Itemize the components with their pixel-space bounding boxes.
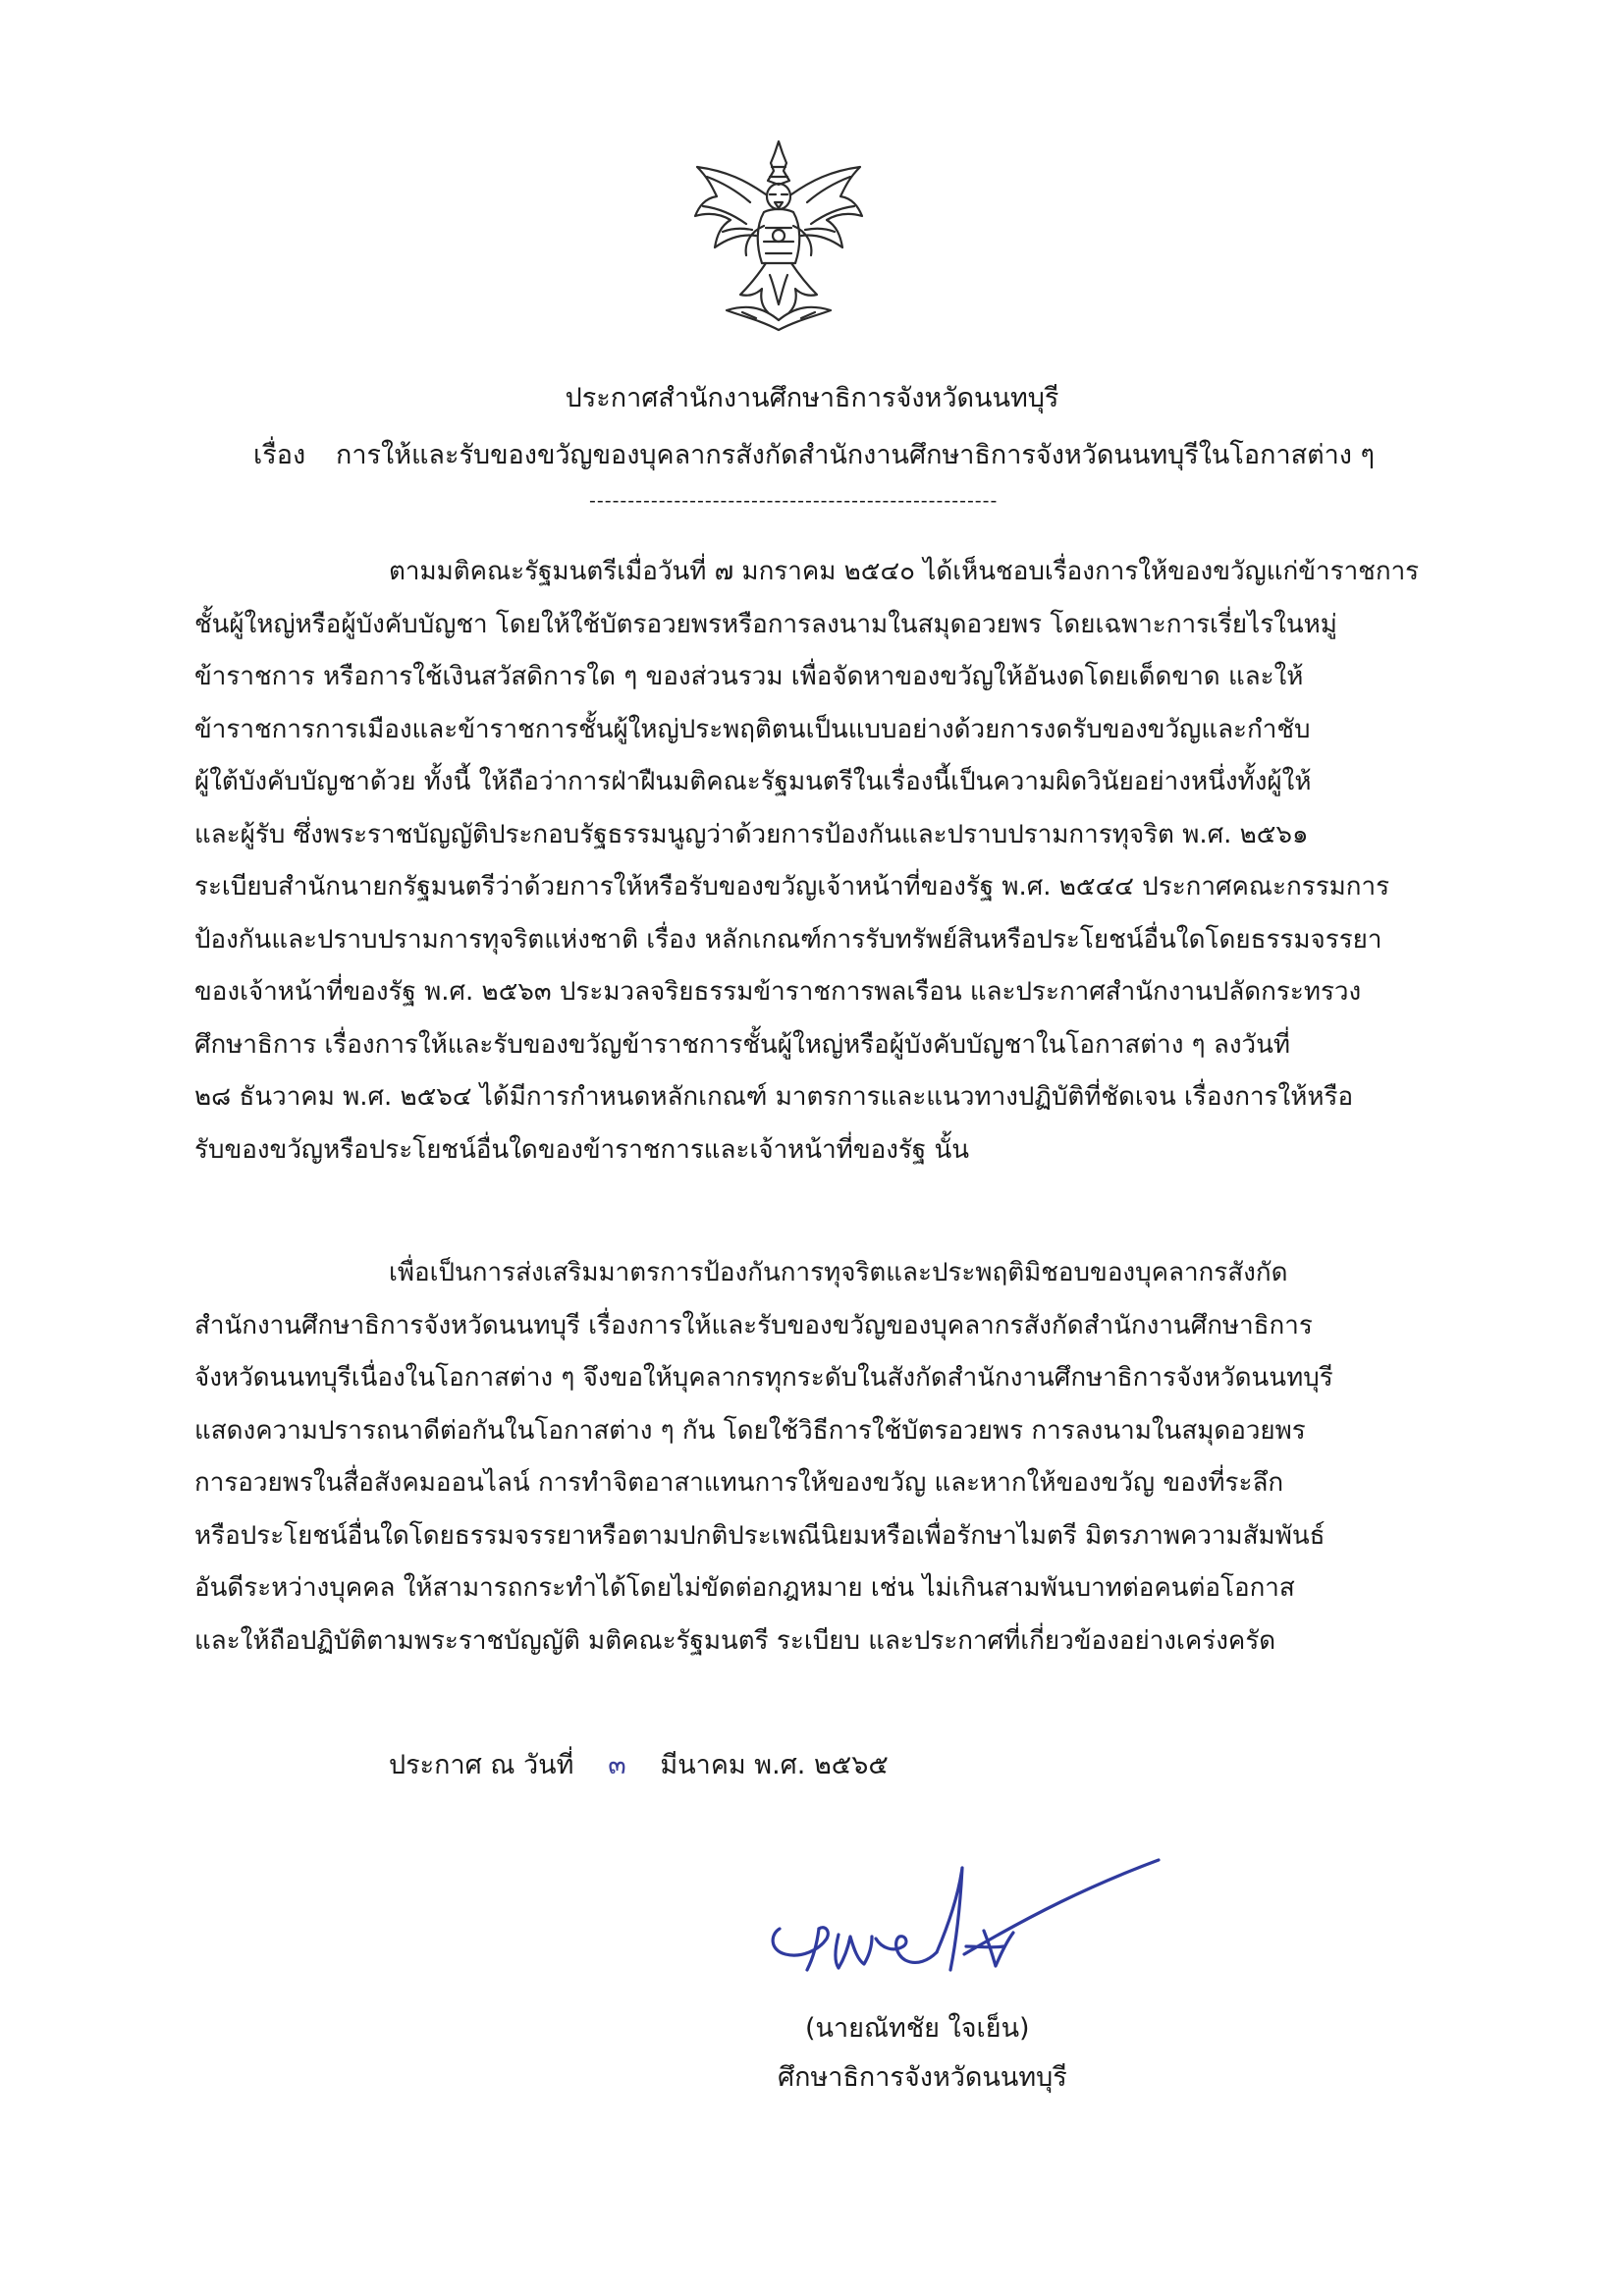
paragraph-line: จังหวัดนนทบุรีเนื่องในโอกาสต่าง ๆ จึงขอให้บุคลากรทุกระดับในสังกัดสำนักงานศึกษาธิการจังหวัดนนทบุรี — [194, 1363, 1333, 1393]
signer-title: ศึกษาธิการจังหวัดนนทบุรี — [778, 2062, 1067, 2093]
date-prefix: ประกาศ ณ วันที่ — [389, 1750, 574, 1780]
paragraph-line: ป้องกันและปราบปรามการทุจริตแห่งชาติ เรื่อง หลักเกณฑ์การรับทรัพย์สินหรือประโยชน์อื่นใดโดยธรรมจรรยา — [194, 924, 1382, 955]
paragraph-line: และผู้รับ ซึ่งพระราชบัญญัติประกอบรัฐธรรมนูญว่าด้วยการป้องกันและปราบปรามการทุจริต พ.ศ. ๒๕๖๑ — [194, 819, 1309, 849]
paragraph-line: ชั้นผู้ใหญ่หรือผู้บังคับบัญชา โดยให้ใช้บัตรอวยพรหรือการลงนามในสมุดอวยพร โดยเฉพาะการเรี่ยไรในหมู่ — [194, 609, 1337, 639]
paragraph-line: เพื่อเป็นการส่งเสริมมาตรการป้องกันการทุจริตและประพฤติมิชอบของบุคลากรสังกัด — [389, 1258, 1288, 1287]
paragraph-line: ข้าราชการการเมืองและข้าราชการชั้นผู้ใหญ่ประพฤติตนเป็นแบบอย่างด้วยการงดรับของขวัญและกำชับ — [194, 714, 1311, 744]
subject-line — [253, 436, 1375, 475]
date-day: ๓ — [608, 1750, 626, 1780]
paragraph-2 — [194, 1247, 1422, 1667]
divider: ----------------------------------------------------- — [589, 490, 999, 512]
signature-image — [756, 1856, 1178, 2003]
paragraph-line: สำนักงานศึกษาธิการจังหวัดนนทบุรี เรื่องการให้และรับของขวัญของบุคลากรสังกัดสำนักงานศึกษาธิการ — [194, 1310, 1313, 1340]
paragraph-line: อันดีระหว่างบุคคล ให้สามารถกระทำได้โดยไม่ขัดต่อกฎหมาย เช่น ไม่เกินสามพันบาทต่อคนต่อโอกาส — [194, 1573, 1295, 1603]
paragraph-line: ข้าราชการ หรือการใช้เงินสวัสดิการใด ๆ ของส่วนรวม เพื่อจัดหาของขวัญให้อันงดโดยเด็ดขาด และให้ — [194, 662, 1304, 691]
garuda-emblem-icon — [687, 137, 870, 334]
paragraph-line: หรือประโยชน์อื่นใดโดยธรรมจรรยาหรือตามปกติประเพณีนิยมหรือเพื่อรักษาไมตรี มิตรภาพความสัมพันธ์ — [194, 1520, 1326, 1551]
subject-text: การให้และรับของขวัญของบุคลากรสังกัดสำนักงานศึกษาธิการจังหวัดนนทบุรีในโอกาสต่าง ๆ — [336, 440, 1376, 470]
paragraph-line: ระเบียบสำนักนายกรัฐมนตรีว่าด้วยการให้หรือรับของขวัญเจ้าหน้าที่ของรัฐ พ.ศ. ๒๕๔๔ ประกาศคณะกรรมการ — [194, 872, 1390, 902]
paragraph-line: และให้ถือปฏิบัติตามพระราชบัญญัติ มติคณะรัฐมนตรี ระเบียบ และประกาศที่เกี่ยวข้องอย่างเคร่งครัด — [194, 1625, 1276, 1656]
paragraph-line: รับของขวัญหรือประโยชน์อื่นใดของข้าราชการและเจ้าหน้าที่ของรัฐ นั้น — [194, 1134, 970, 1165]
paragraph-line: ตามมติคณะรัฐมนตรีเมื่อวันที่ ๗ มกราคม ๒๕๔๐ ได้เห็นชอบเรื่องการให้ของขวัญแก่ข้าราชการ — [389, 557, 1420, 586]
paragraph-line: แสดงความปรารถนาดีต่อกันในโอกาสต่าง ๆ กัน โดยใช้วิธีการใช้บัตรอวยพร การลงนามในสมุดอวยพร — [194, 1415, 1306, 1446]
announcement-date — [389, 1746, 889, 1785]
paragraph-line: ๒๘ ธันวาคม พ.ศ. ๒๕๖๔ ได้มีการกำหนดหลักเกณฑ์ มาตรการและแนวทางปฏิบัติที่ชัดเจน เรื่องการให้หรือ — [194, 1082, 1354, 1112]
signer-name: (นายณัทชัย ใจเย็น) — [805, 2013, 1030, 2044]
paragraph-line: ผู้ใต้บังคับบัญชาด้วย ทั้งนี้ ให้ถือว่าการฝ่าฝืนมติคณะรัฐมนตรีในเรื่องนี้เป็นความผิดวินัยอย่างหนึ่งทั้งผู้ให้ — [194, 767, 1312, 796]
announcement-title: ประกาศสำนักงานศึกษาธิการจังหวัดนนทบุรี — [565, 383, 1059, 413]
paragraph-line: การอวยพรในสื่อสังคมออนไลน์ การทำจิตอาสาแทนการให้ของขวัญ และหากให้ของขวัญ ของที่ระลึก — [194, 1468, 1284, 1498]
paragraph-1 — [194, 546, 1422, 1176]
date-month-year: มีนาคม พ.ศ. ๒๕๖๕ — [660, 1750, 889, 1780]
paragraph-line: ศึกษาธิการ เรื่องการให้และรับของขวัญข้าราชการชั้นผู้ใหญ่หรือผู้บังคับบัญชาในโอกาสต่าง ๆ ลงวันที่ — [194, 1029, 1291, 1060]
subject-label: เรื่อง — [253, 440, 306, 470]
paragraph-line: ของเจ้าหน้าที่ของรัฐ พ.ศ. ๒๕๖๓ ประมวลจริยธรรมข้าราชการพลเรือน และประกาศสำนักงานปลัดกระทรวง — [194, 977, 1362, 1007]
